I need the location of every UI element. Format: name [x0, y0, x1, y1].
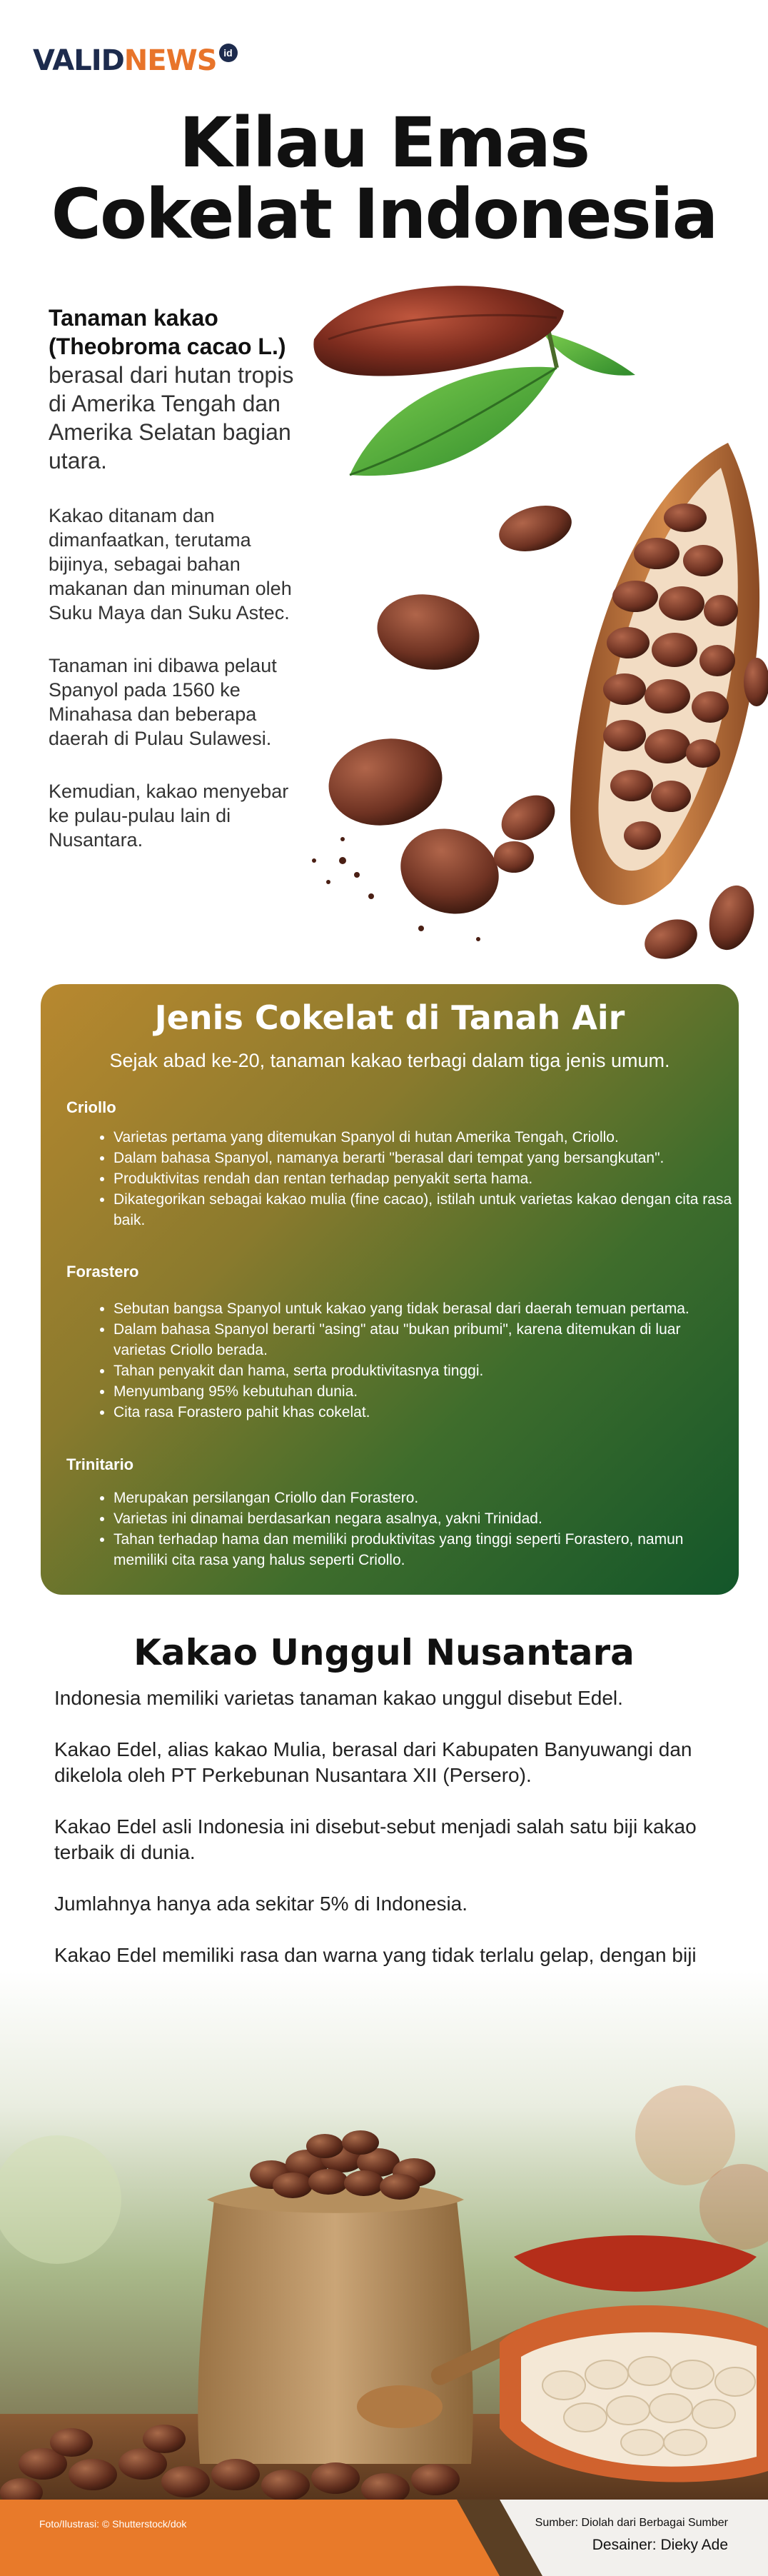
list-item: • Menyumbang 95% kebutuhan dunia.: [113, 1381, 734, 1402]
open-cocoa-pod-icon: [570, 443, 759, 905]
section-paragraph: Kakao Edel memiliki rasa dan warna yang tidak terlalu gelap, dengan biji: [54, 1944, 697, 1966]
criollo-heading: Criollo: [66, 1098, 116, 1116]
page-title: [0, 103, 768, 254]
forastero-heading: Forastero: [66, 1263, 139, 1281]
forastero-list: [91, 1298, 734, 1423]
title-line-1: Kilau Emas: [178, 103, 590, 183]
intro-paragraph-3: Tanaman ini dibawa pelaut Spanyol pada 1560 ke Minahasa dan beberapa daerah di Pulau Sulawesi.: [49, 655, 277, 749]
source-credit: Sumber: Diolah dari Berbagai Sumber: [535, 2517, 728, 2529]
trinitario-heading: Trinitario: [66, 1455, 134, 1473]
list-item: • Dalam bahasa Spanyol, namanya berarti "berasal dari tempat yang bersangkutan".: [113, 1148, 734, 1168]
list-item: • Tahan penyakit dan hama, serta produktivitasnya tinggi.: [113, 1360, 734, 1381]
intro-lead-bold: Tanaman kakao (Theobroma cacao L.): [49, 305, 286, 359]
burlap-sack-icon: [198, 2181, 473, 2464]
section-paragraph: Kakao Edel, alias kakao Mulia, berasal dari Kabupaten Banyuwangi dan dikelola oleh PT Perkebunan Nusantara XII (Persero).: [54, 1738, 692, 1786]
intro-paragraph-4: Kemudian, kakao menyebar ke pulau-pulau lain di Nusantara.: [49, 781, 289, 851]
intro-lead: [49, 304, 298, 475]
trinitario-list: [91, 1488, 734, 1570]
logo-valid-text: VALID: [33, 44, 124, 77]
footer: [0, 2500, 768, 2576]
title-line-2: Cokelat Indonesia: [51, 174, 717, 254]
list-item: • Varietas pertama yang ditemukan Spanyol di hutan Amerika Tengah, Criollo.: [113, 1127, 734, 1148]
list-item: • Dikategorikan sebagai kakao mulia (fine cacao), istilah untuk varietas kakao dengan cita rasa baik.: [113, 1189, 734, 1231]
section-paragraph: Jumlahnya hanya ada sekitar 5% di Indonesia.: [54, 1893, 468, 1915]
list-item: • Merupakan persilangan Criollo dan Forastero.: [113, 1488, 734, 1508]
list-item: • Dalam bahasa Spanyol berarti "asing" atau "bukan pribumi", karena ditemukan di luar varietas Criollo berada.: [113, 1319, 734, 1360]
list-item: • Cita rasa Forastero pahit khas cokelat.: [113, 1402, 734, 1423]
list-item: • Varietas ini dinamai berdasarkan negara asalnya, yakni Trinidad.: [113, 1508, 734, 1529]
validnews-logo[interactable]: [33, 43, 238, 79]
types-title: Jenis Cokelat di Tanah Air: [154, 998, 625, 1037]
whole-cocoa-pod-icon: [313, 286, 564, 376]
cocoa-pod-illustration: [300, 254, 768, 975]
designer-credit: Desainer: Dieky Ade: [592, 2537, 728, 2553]
intro-text: [49, 304, 298, 852]
open-cocoa-pod-photo-icon: [500, 2235, 768, 2482]
list-item: • Produktivitas rendah dan rentan terhadap penyakit serta hama.: [113, 1168, 734, 1189]
list-item: • Sebutan bangsa Spanyol untuk kakao yang tidak berasal dari daerah temuan pertama.: [113, 1298, 734, 1319]
intro-paragraph-2: Kakao ditanam dan dimanfaatkan, terutama bijinya, sebagai bahan makanan dan minuman oleh Suku Maya dan Suku Astec.: [49, 505, 292, 623]
types-subtitle: Sejak abad ke-20, tanaman kakao terbagi dalam tiga jenis umum.: [109, 1050, 670, 1071]
photo-credit: Foto/Ilustrasi: © Shutterstock/dok: [39, 2518, 187, 2530]
section-paragraph: Indonesia memiliki varietas tanaman kakao unggul disebut Edel.: [54, 1687, 623, 1709]
section-title-kakao-unggul: Kakao Unggul Nusantara: [133, 1632, 635, 1673]
types-box: [41, 984, 739, 1595]
list-item: • Tahan terhadap hama dan memiliki produktivitas yang tinggi seperti Forastero, namun memiliki cita rasa yang halus seperti Criollo.: [113, 1529, 734, 1570]
logo-id-badge: id: [219, 44, 238, 62]
intro-lead-rest: berasal dari hutan tropis di Amerika Tengah dan Amerika Selatan bagian utara.: [49, 362, 294, 473]
logo-news-text: NEWS: [123, 44, 217, 77]
section-paragraph: Kakao Edel asli Indonesia ini disebut-sebut menjadi salah satu biji kakao terbaik di dunia.: [54, 1815, 697, 1863]
cocoa-bean-sack-photo: [0, 1971, 768, 2514]
criollo-list: [91, 1127, 734, 1231]
